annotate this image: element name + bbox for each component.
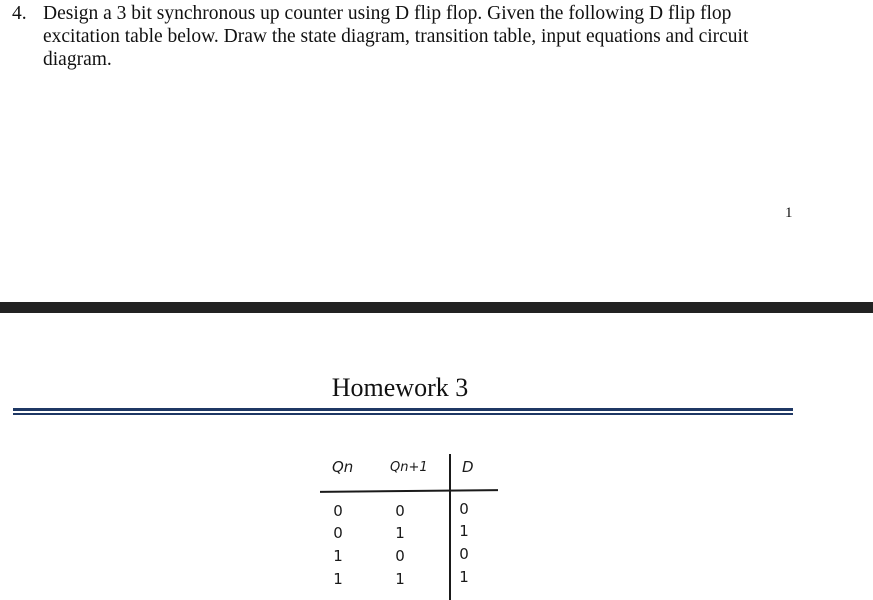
title-rule-thick: [13, 408, 793, 411]
header-qn-plus-1: Qn+1: [390, 460, 428, 475]
table-cell: 1: [333, 570, 343, 588]
table-cell: 1: [459, 568, 469, 586]
table-cell: 0: [459, 500, 469, 518]
page-number: 1: [785, 205, 793, 221]
homework-title: Homework 3: [331, 373, 469, 402]
table-cell: 1: [395, 570, 405, 588]
table-cell: 0: [333, 524, 343, 542]
table-cell: 0: [395, 502, 405, 520]
table-cell: 1: [333, 547, 343, 565]
table-column-divider: [449, 454, 451, 600]
table-cell: 0: [395, 547, 405, 565]
table-cell: 1: [459, 522, 469, 540]
header-qn: Qn: [332, 458, 354, 476]
header-d: D: [462, 458, 474, 476]
table-cell: 0: [333, 502, 343, 520]
title-rule-thin: [13, 413, 793, 415]
question-number: 4.: [12, 3, 27, 24]
page-divider: [0, 302, 873, 313]
table-header-line: [320, 489, 498, 493]
excitation-table-sketch: [312, 452, 502, 600]
question-text: Design a 3 bit synchronous up counter using D flip flop. Given the following D flip flop excitation table below. Draw the state diagram, transition table, input equations and circuit diagram.: [43, 3, 749, 70]
table-cell: 0: [459, 545, 469, 563]
table-cell: 1: [395, 524, 405, 542]
